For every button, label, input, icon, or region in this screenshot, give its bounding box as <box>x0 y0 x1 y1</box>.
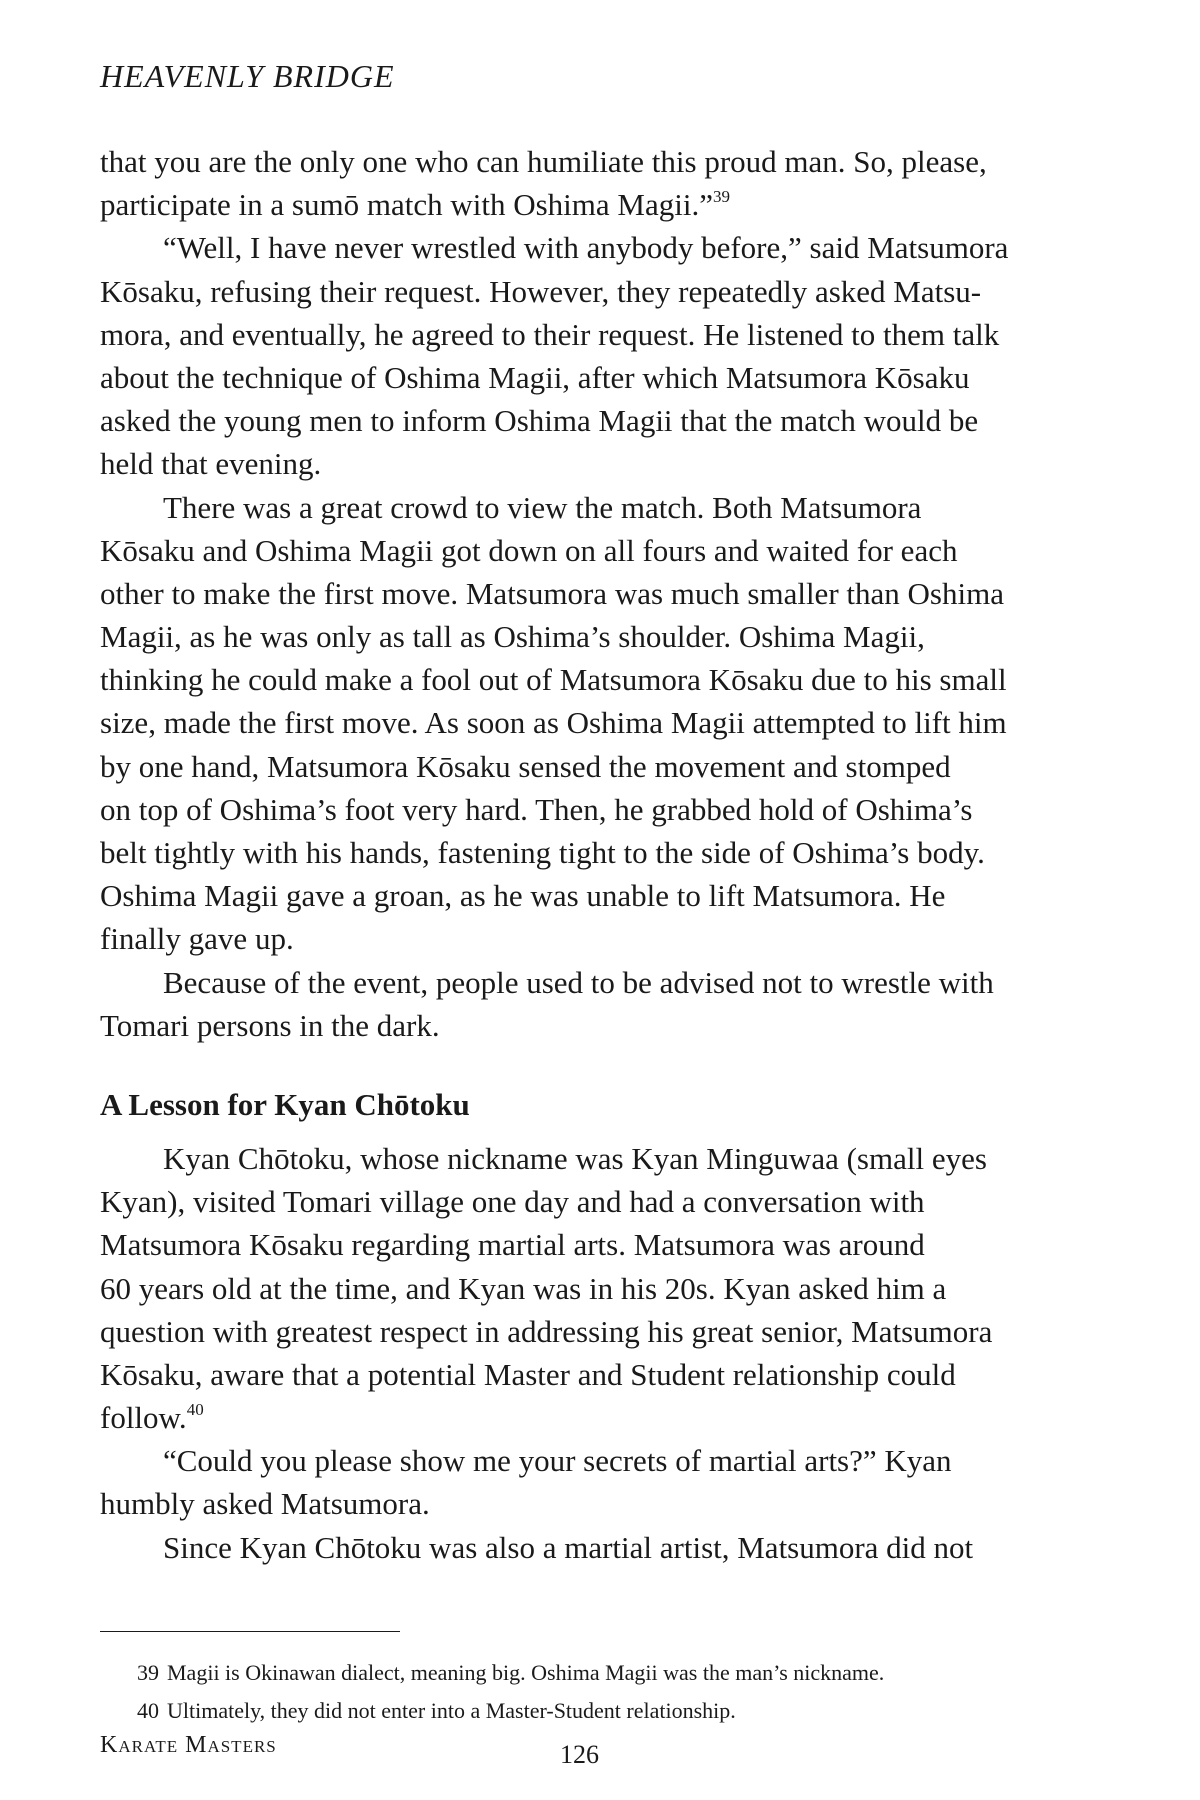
footnote-ref-40[interactable]: 40 <box>186 1400 204 1420</box>
text-line: that you are the only one who can humiliate this proud man. So, please, <box>100 144 987 179</box>
footnotes <box>100 1654 1100 1730</box>
text-line: Kōsaku, refusing their request. However, they repeatedly asked Matsu- <box>100 273 982 309</box>
footnote-number: 39 <box>137 1660 159 1685</box>
paragraph-first-line: “Well, I have never wrestled with anybody before,” said Matsumora <box>163 230 1009 266</box>
text-line: size, made the first move. As soon as Oshima Magii attempted to lift him <box>100 705 1007 741</box>
footnote-text: Magii is Okinawan dialect, meaning big. Oshima Magii was the man’s nickname. <box>167 1660 885 1685</box>
paragraph-first-line: Kyan Chōtoku, whose nickname was Kyan Minguwaa (small eyes <box>163 1140 987 1176</box>
section-spacer <box>100 1047 1090 1083</box>
page-number: 126 <box>560 1740 599 1769</box>
footer-book-title: Karate Masters <box>100 1732 277 1758</box>
text-line: question with greatest respect in addressing his great senior, Matsumora <box>100 1313 993 1349</box>
text-line: Kyan), visited Tomari village one day and had a conversation with <box>100 1184 925 1220</box>
text-line: finally gave up. <box>100 921 294 957</box>
text-line: Kōsaku, aware that a potential Master and Student relationship could <box>100 1356 956 1392</box>
text-line: participate in a sumō match with Oshima Magii.”$^{39}$ <box>100 187 730 223</box>
text-line: on top of Oshima’s foot very hard. Then, he grabbed hold of Oshima’s <box>100 791 973 827</box>
text-line: follow.$^{40}$ <box>100 1400 204 1436</box>
footnote-divider <box>100 1631 400 1632</box>
text-line: asked the young men to inform Oshima Magii that the match would be <box>100 403 979 439</box>
footnote-text: Ultimately, they did not enter into a Master-Student relationship. <box>167 1698 736 1723</box>
text-line: Matsumora Kōsaku regarding martial arts. Matsumora was around <box>100 1227 925 1263</box>
section-heading: A Lesson for Kyan Chōtoku <box>100 1086 470 1122</box>
text-line: 60 years old at the time, and Kyan was in his 20s. Kyan asked him a <box>100 1270 947 1306</box>
paragraph-first-line: Since Kyan Chōtoku was also a martial artist, Matsumora did not <box>163 1529 974 1565</box>
footnote-number: 40 <box>137 1698 159 1723</box>
text-line: mora, and eventually, he agreed to their request. He listened to them talk <box>100 316 1000 352</box>
text-line: Kōsaku and Oshima Magii got down on all fours and waited for each <box>100 532 958 568</box>
text-line: held that evening. <box>100 446 322 482</box>
text-line: humbly asked Matsumora. <box>100 1486 430 1522</box>
running-head-title: HEAVENLY BRIDGE <box>100 58 395 94</box>
text-line: thinking he could make a fool out of Matsumora Kōsaku due to his small <box>100 662 1007 698</box>
text-line: other to make the first move. Matsumora was much smaller than Oshima <box>100 575 1004 611</box>
paragraph-first-line: There was a great crowd to view the match. Both Matsumora <box>163 489 922 525</box>
text-line: Tomari persons in the dark. <box>100 1007 440 1043</box>
body-text <box>100 140 1090 1569</box>
footnote-40 <box>100 1692 1100 1730</box>
paragraph-first-line: “Could you please show me your secrets of martial arts?” Kyan <box>163 1443 952 1479</box>
footnote-ref-39[interactable]: 39 <box>712 187 730 207</box>
paragraph-first-line: Because of the event, people used to be advised not to wrestle with <box>163 964 994 1000</box>
text-line: belt tightly with his hands, fastening tight to the side of Oshima’s body. <box>100 835 985 870</box>
text-line: about the technique of Oshima Magii, after which Matsumora Kōsaku <box>100 359 970 395</box>
footnote-39 <box>100 1654 1100 1692</box>
text-line: by one hand, Matsumora Kōsaku sensed the movement and stomped <box>100 748 951 784</box>
text-line: Magii, as he was only as tall as Oshima’s shoulder. Oshima Magii, <box>100 619 925 655</box>
text-line: Oshima Magii gave a groan, as he was unable to lift Matsumora. He <box>100 878 946 914</box>
